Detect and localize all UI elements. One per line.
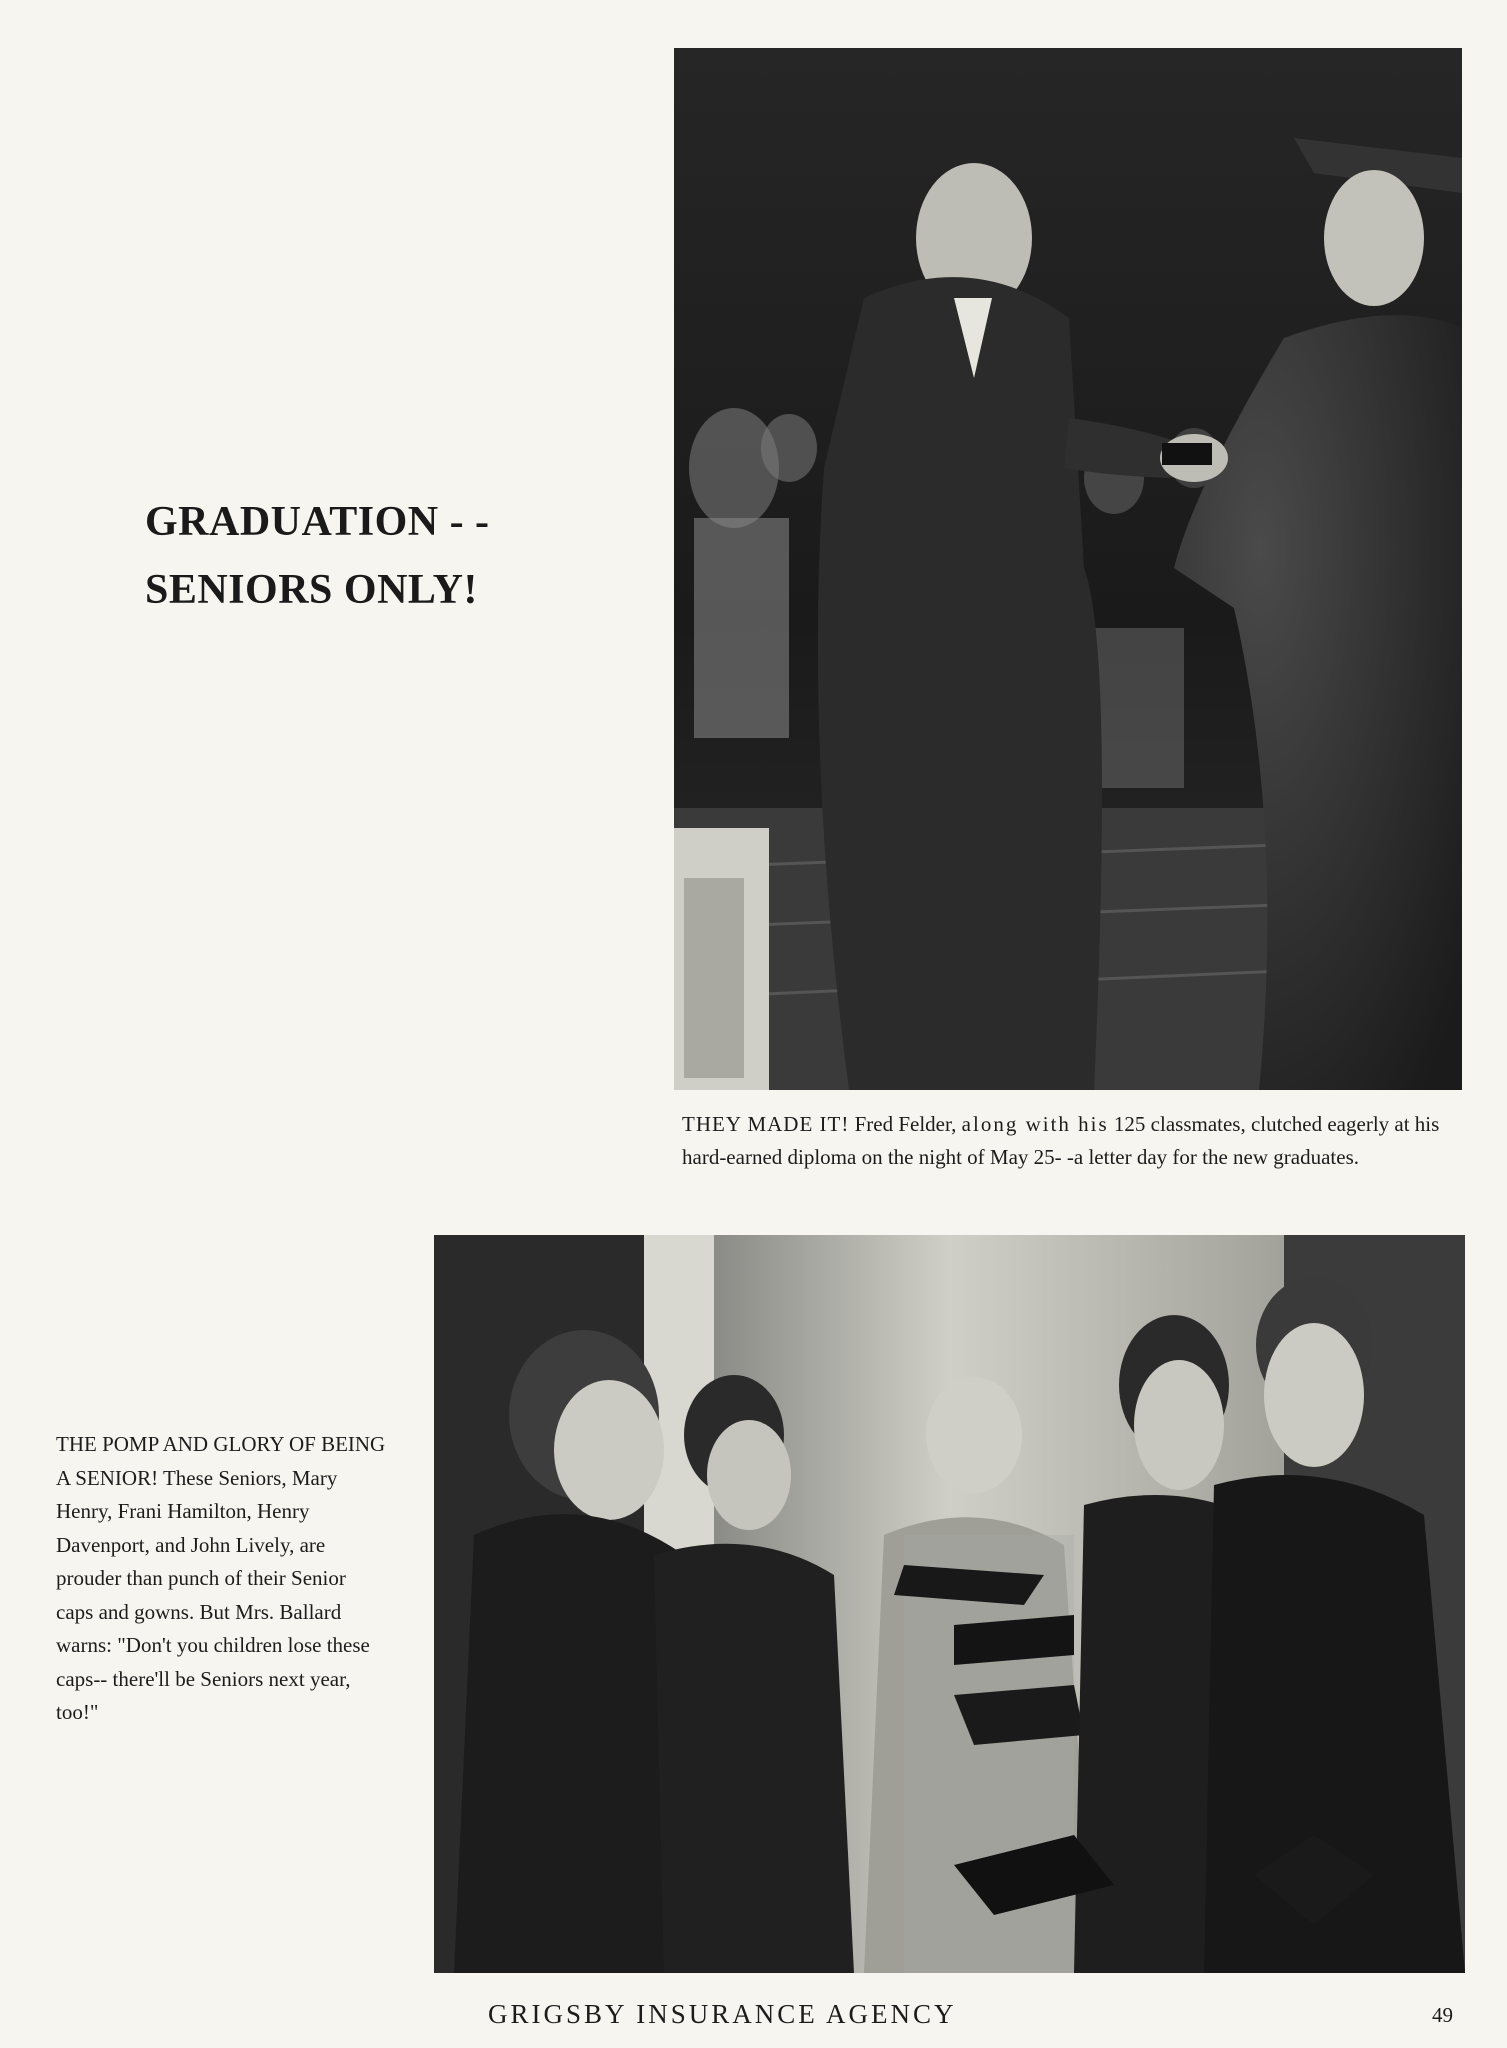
sponsor-footer: GRIGSBY INSURANCE AGENCY xyxy=(488,1999,957,2029)
caption-top-spaced: along with his xyxy=(961,1112,1109,1136)
caption-top-lead: THEY MADE IT! xyxy=(682,1112,850,1136)
bottom-photo-caption: THE POMP AND GLORY OF BEING A SENIOR! These Seniors, Mary Henry, Frani Hamilton, Henry Davenport, and John Lively, are prouder than punch of their Senior caps and gowns. But Mrs. Ballard warns: "Don't you children lose these caps-- there'll be Seniors next year, too!" xyxy=(56,1432,386,1724)
caption-top-name: Fred Felder, xyxy=(854,1112,957,1136)
headline-line-2: SENIORS ONLY! xyxy=(145,567,478,613)
seniors-caps-gowns-photo-icon xyxy=(434,1235,1465,1973)
caption-top-rest: 125 classmates, clutched eagerly at his hard-earned diploma on the night of May 25- -a letter day for the new graduates. xyxy=(682,1112,1440,1169)
seniors-caps-gowns-photo xyxy=(434,1235,1465,1973)
page-number: 49 xyxy=(1432,2003,1453,2027)
diploma-handoff-photo xyxy=(674,48,1462,1090)
diploma-handoff-photo-icon xyxy=(674,48,1462,1090)
page-headline xyxy=(145,488,595,624)
top-photo-caption xyxy=(682,1108,1462,1174)
headline-line-1: GRADUATION - - xyxy=(145,499,490,545)
